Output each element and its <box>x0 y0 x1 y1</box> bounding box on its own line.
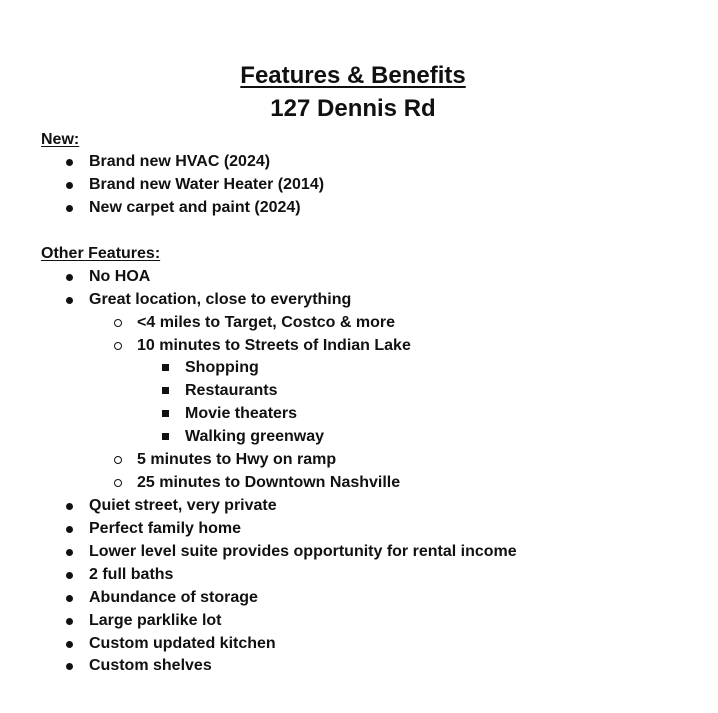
section-heading-other-features: Other Features: <box>41 245 161 262</box>
sub-list-item-label: <4 miles to Target, Costco & more <box>137 314 395 331</box>
square-bullet-icon <box>162 410 169 417</box>
list-item-label: Large parklike lot <box>89 612 222 629</box>
page-title: Features & Benefits <box>240 62 466 89</box>
bullet-icon <box>66 526 73 533</box>
sub-list-item-label: 25 minutes to Downtown Nashville <box>137 474 401 491</box>
square-bullet-icon <box>162 364 169 371</box>
bullet-icon <box>66 572 73 579</box>
hollow-bullet-icon <box>114 342 122 350</box>
list-item-label: Quiet street, very private <box>89 497 277 514</box>
bullet-icon <box>66 641 73 648</box>
list-item-label: Lower level suite provides opportunity for rental income <box>89 543 517 560</box>
nested-list-item-label: Shopping <box>185 359 259 376</box>
bullet-icon <box>66 549 73 556</box>
list-item-label: Perfect family home <box>89 520 242 537</box>
sub-list-item-label: 5 minutes to Hwy on ramp <box>137 451 337 468</box>
list-item-label: Brand new Water Heater (2014) <box>89 176 325 193</box>
nested-list-item-label: Walking greenway <box>185 428 324 445</box>
list-item-label: Abundance of storage <box>89 589 258 606</box>
list-item-label: Custom updated kitchen <box>89 635 276 652</box>
bullet-icon <box>66 182 73 189</box>
square-bullet-icon <box>162 387 169 394</box>
bullet-icon <box>66 205 73 212</box>
bullet-icon <box>66 274 73 281</box>
bullet-icon <box>66 503 73 510</box>
bullet-icon <box>66 663 73 670</box>
bullet-icon <box>66 618 73 625</box>
square-bullet-icon <box>162 433 169 440</box>
property-address: 127 Dennis Rd <box>270 95 436 122</box>
list-item-label: No HOA <box>89 268 151 285</box>
section-heading-new: New: <box>41 131 80 148</box>
nested-list-item-label: Restaurants <box>185 382 278 399</box>
hollow-bullet-icon <box>114 456 122 464</box>
sub-list-item-label: 10 minutes to Streets of Indian Lake <box>137 337 411 354</box>
list-item-label: 2 full baths <box>89 566 174 583</box>
bullet-icon <box>66 159 73 166</box>
bullet-icon <box>66 297 73 304</box>
bullet-icon <box>66 595 73 602</box>
nested-list-item-label: Movie theaters <box>185 405 298 422</box>
list-item-label: Brand new HVAC (2024) <box>89 153 271 170</box>
list-item-label: Custom shelves <box>89 657 212 674</box>
hollow-bullet-icon <box>114 479 122 487</box>
hollow-bullet-icon <box>114 319 122 327</box>
list-item-label: New carpet and paint (2024) <box>89 199 301 216</box>
list-item-label: Great location, close to everything <box>89 291 352 308</box>
